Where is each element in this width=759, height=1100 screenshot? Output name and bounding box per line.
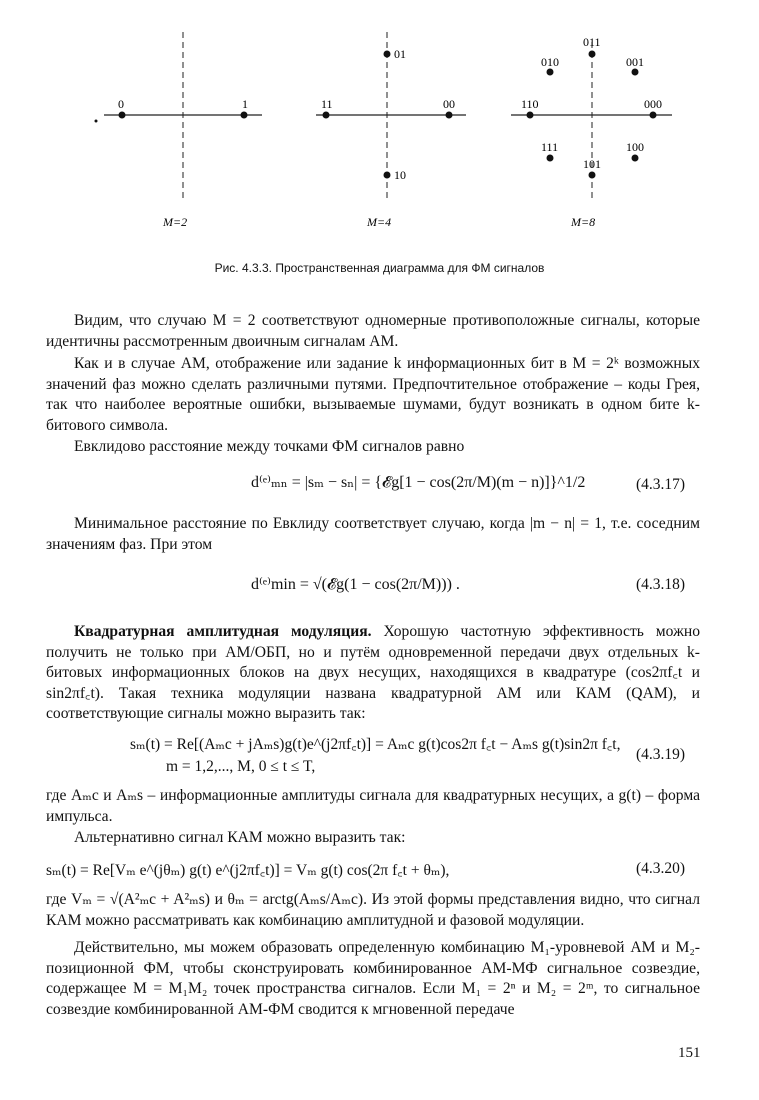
paragraph-5: [46, 622, 700, 725]
constellation-figure: [0, 0, 759, 240]
equation-body: d⁽ᵉ⁾min = √(𝓔g(1 − cos(2π/M))) .: [251, 576, 460, 593]
point-label: 11: [321, 97, 333, 111]
signal-point: [547, 69, 554, 76]
point-label: 101: [583, 157, 601, 171]
equation-4-3-17: [46, 466, 716, 500]
paragraph-6: где Aₘc и Aₘs – информационные амплитуды сигнала для квадратурных несущих, а g(t) – форма импульса.: [46, 787, 700, 825]
panel-label: M=8: [571, 215, 596, 229]
equation-4-3-20: [46, 852, 716, 882]
section-heading: Квадратурная амплитудная модуляция.: [74, 623, 372, 640]
point-label: 010: [541, 55, 559, 69]
signal-point: [241, 112, 248, 119]
signal-point: [632, 155, 639, 162]
equation-4-3-18: [46, 562, 716, 602]
figure-caption: Рис. 4.3.3. Пространственная диаграмма для ФМ сигналов: [214, 261, 545, 275]
paragraph-1: Видим, что случаю M = 2 соответствуют одномерные противоположные сигналы, которые идентичны рассмотренным двоичным сигналам АМ.: [46, 312, 700, 350]
equation-body: sₘ(t) = Re[Vₘ e^(jθₘ) g(t) e^(j2πf꜀t)] = Vₘ g(t) cos(2π f꜀t + θₘ),: [46, 862, 450, 879]
equation-number: (4.3.18): [636, 576, 686, 593]
equation-4-3-19: [46, 730, 716, 780]
constellation-m2: [95, 32, 263, 229]
equation-body: d⁽ᵉ⁾ₘₙ = |sₘ − sₙ| = {𝓔g[1 − cos(2π/M)(m − n)]}^1/2: [251, 474, 586, 491]
signal-point: [589, 51, 596, 58]
signal-point: [119, 112, 126, 119]
panel-label: M=2: [163, 215, 188, 229]
paragraph-3: Евклидово расстояние между точками ФМ сигналов равно: [74, 438, 465, 455]
point-label: 000: [644, 97, 662, 111]
paragraph-9: Действительно, мы можем образовать определенную комбинацию M₁-уровневой АМ и M₂-позиционной ФМ, чтобы сконструировать комбинированное АМ-МФ сигнальное созвездие, содержащее M = M₁M₂ точек пространства сигналов. Если M₁ = 2ⁿ и M₂ = 2ᵐ, то сигнальное созвездие комбинированной АМ-ФМ сводится к мгновенной передаче: [46, 939, 700, 1018]
signal-point: [384, 51, 391, 58]
equation-line-1: sₘ(t) = Re[(Aₘc + jAₘs)g(t)e^(j2πf꜀t)] = Aₘc g(t)cos2π f꜀t − Aₘs g(t)sin2π f꜀t,: [130, 736, 621, 753]
section-text: Хорошую частотную эффективность можно получить не только при АМ/ОБП, но и путём одновременной передачи двух отдельных k-битовых информационных блоков на двух несущих, находящихся в квадратуре (cos2πf꜀t и sin2πf꜀t). Такая техника модуляции названа квадратурной АМ или КАМ (QAM), и соответствующие сигналы можно выразить так:: [46, 623, 700, 722]
signal-point: [446, 112, 453, 119]
point-label: 110: [521, 97, 539, 111]
equation-number: (4.3.19): [636, 746, 686, 763]
point-label: 001: [626, 55, 644, 69]
point-label: 111: [541, 140, 559, 154]
point-label: 00: [443, 97, 455, 111]
constellation-m4: [316, 32, 466, 229]
signal-point: [323, 112, 330, 119]
point-label: 01: [394, 47, 406, 61]
point-label: 011: [583, 35, 601, 49]
paragraph-2: Как и в случае АМ, отображение или задание k информационных бит в M = 2ᵏ возможных значений фаз можно сделать различными путями. Предпочтительное отображение – коды Грея, так что наиболее вероятные ошибки, вызываемые шумами, будут возникать в одном бите k-битового символа.: [46, 355, 700, 434]
point-label: 1: [242, 97, 248, 111]
signal-point: [589, 172, 596, 179]
signal-point: [527, 112, 534, 119]
paragraph-7: Альтернативно сигнал КАМ можно выразить так:: [74, 829, 406, 846]
signal-point: [384, 172, 391, 179]
paragraph-8: где Vₘ = √(A²ₘc + A²ₘs) и θₘ = arctg(Aₘs/Aₘc). Из этой формы представления видно, что сигнал КАМ можно рассматривать как комбинацию амплитудной и фазовой модуляции.: [46, 891, 700, 929]
point-label: 10: [394, 168, 406, 182]
signal-point: [632, 69, 639, 76]
point-label: 0: [118, 97, 124, 111]
equation-line-2: m = 1,2,..., M, 0 ≤ t ≤ T,: [166, 758, 316, 775]
paragraph-4: Минимальное расстояние по Евклиду соответствует случаю, когда |m − n| = 1, т.е. соседним значениям фаз. При этом: [46, 515, 700, 553]
equation-number: (4.3.17): [636, 476, 686, 493]
signal-point: [547, 155, 554, 162]
signal-point: [650, 112, 657, 119]
equation-number: (4.3.20): [636, 860, 686, 877]
point-label: 100: [626, 140, 644, 154]
panel-label: M=4: [367, 215, 392, 229]
page-number: 151: [678, 1045, 701, 1061]
constellation-m8: [511, 35, 672, 229]
